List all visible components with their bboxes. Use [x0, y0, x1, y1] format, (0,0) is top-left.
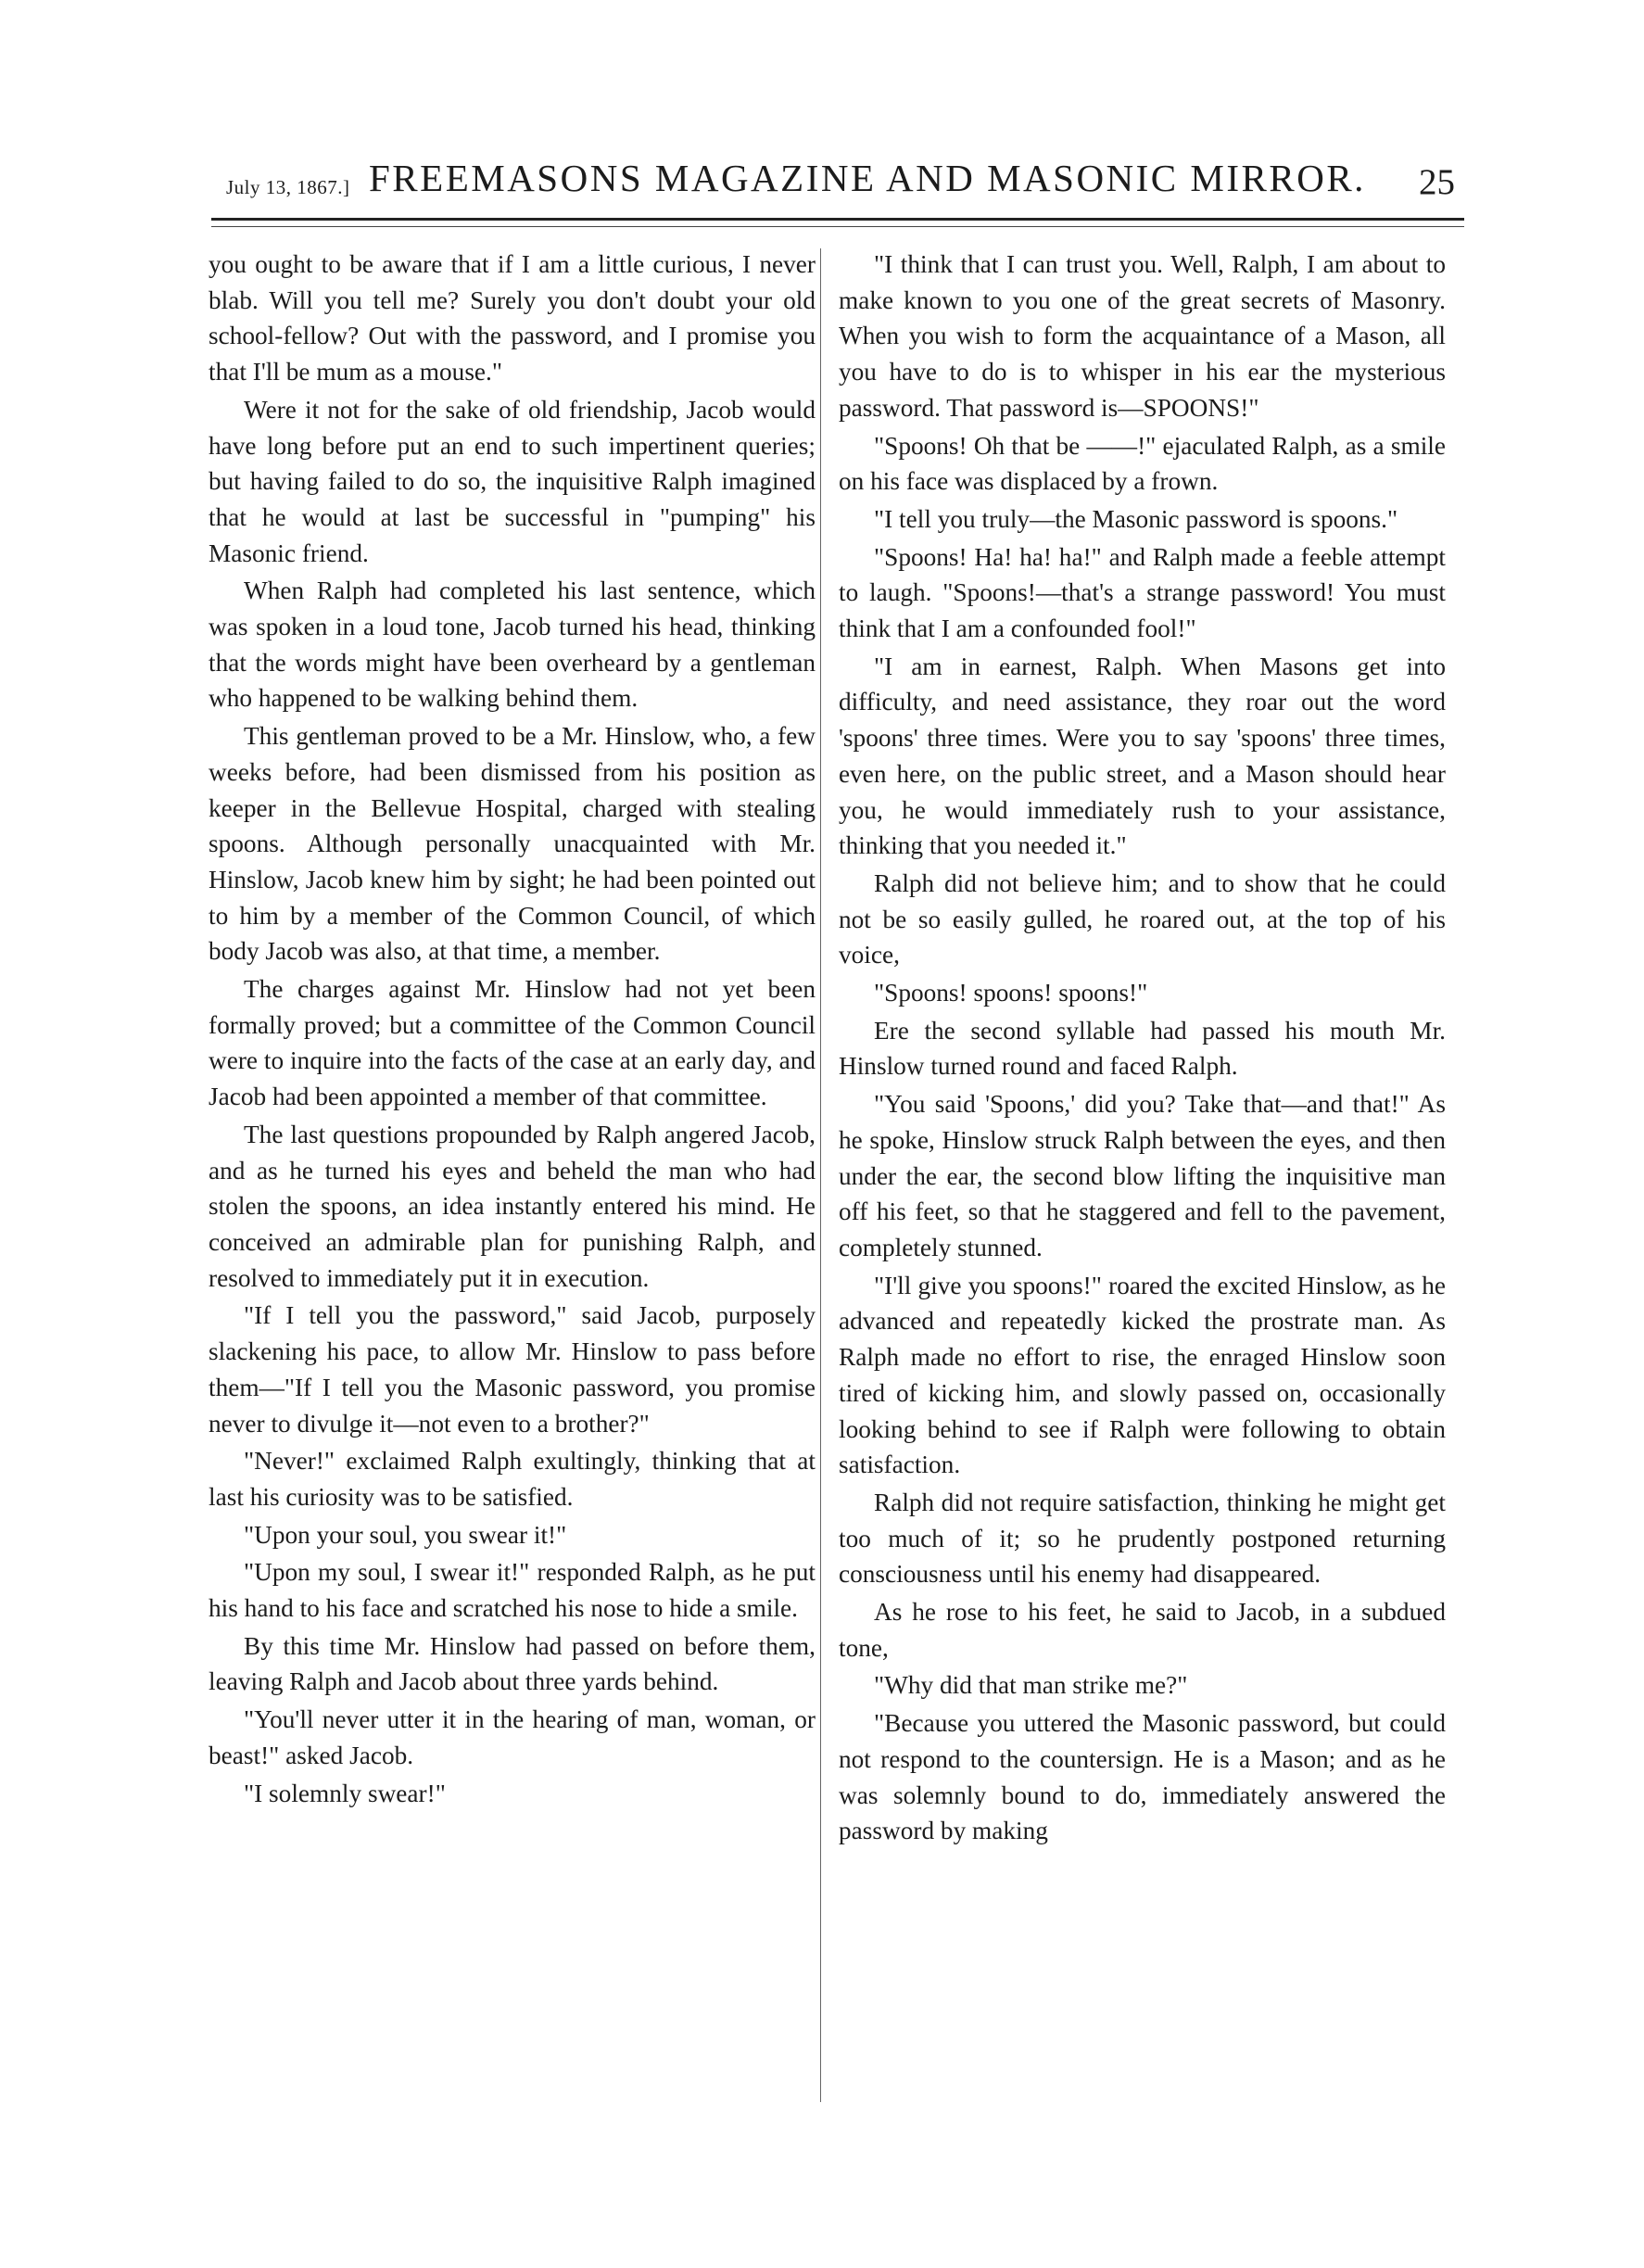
issue-date: July 13, 1867.]: [226, 176, 350, 198]
paragraph: "If I tell you the password," said Jacob, purposely slackening his pace, to allow Mr. Hinslow to pass before them—"If I tell you the Masonic password, you promise never to divulge it—not even to a brother?": [209, 1301, 816, 1438]
magazine-title: FREEMASONS MAGAZINE AND MASONIC MIRROR.: [369, 157, 1366, 199]
paragraph: "Spoons! Ha! ha! ha!" and Ralph made a feeble attempt to laugh. "Spoons!—that's a strange password! You must think that I am a confounded fool!": [839, 542, 1446, 643]
paragraph: Ralph did not believe him; and to show that he could not be so easily gulled, he roared out, at the top of his voice,: [839, 868, 1446, 969]
paragraph: "Spoons! Oh that be ——!" ejaculated Ralph, as a smile on his face was displaced by a frown.: [839, 431, 1446, 496]
right-column: [839, 247, 1446, 1849]
left-column: [209, 247, 816, 1811]
paragraph: Were it not for the sake of old friendship, Jacob would have long before put an end to such impertinent queries; but having failed to do so, the inquisitive Ralph imagined that he would at last be successful in "pumping" his Masonic friend.: [209, 395, 816, 567]
paragraph: This gentleman proved to be a Mr. Hinslow, who, a few weeks before, had been dismissed from his position as keeper in the Bellevue Hospital, charged with stealing spoons. Although personally unacquainted with Mr. Hinslow, Jacob knew him by sight; he had been pointed out to him by a member of the Common Council, of which body Jacob was also, at that time, a member.: [209, 722, 816, 966]
paragraph: Ere the second syllable had passed his mouth Mr. Hinslow turned round and faced Ralph.: [839, 1016, 1446, 1081]
paragraph: By this time Mr. Hinslow had passed on before them, leaving Ralph and Jacob about three yards behind.: [209, 1631, 816, 1696]
paragraph: "Spoons! spoons! spoons!": [874, 979, 1148, 1007]
paragraph: "You said 'Spoons,' did you? Take that—and that!" As he spoke, Hinslow struck Ralph between the eyes, and then under the ear, the second blow lifting the inquisitive man off his feet, so that he staggered and fell to the pavement, completely stunned.: [839, 1090, 1446, 1261]
header-rule-thin: [211, 226, 1464, 227]
paragraph: "Because you uttered the Masonic password, but could not respond to the countersign. He is a Mason; and as he was solemnly bound to do, immediately answered the password by making: [839, 1709, 1446, 1845]
column-divider: [820, 248, 821, 2102]
paragraph: Ralph did not require satisfaction, thinking he might get too much of it; so he prudently postponed returning consciousness until his enemy had disappeared.: [839, 1488, 1446, 1589]
paragraph: "I think that I can trust you. Well, Ralph, I am about to make known to you one of the great secrets of Masonry. When you wish to form the acquaintance of a Mason, all you have to do is to whisper in his ear the mysterious password. That password is—SPOONS!": [839, 250, 1446, 422]
paragraph: "I tell you truly—the Masonic password is spoons.": [874, 504, 1398, 533]
paragraph: The last questions propounded by Ralph angered Jacob, and as he turned his eyes and beheld the man who had stolen the spoons, an idea instantly entered his mind. He conceived an admirable plan for punishing Ralph, and resolved to immediately put it in execution.: [209, 1120, 816, 1292]
paragraph: "I'll give you spoons!" roared the excited Hinslow, as he advanced and repeatedly kicked the prostrate man. As Ralph made no effort to rise, the enraged Hinslow soon tired of kicking him, and slowly passed on, occasionally looking behind to see if Ralph were following to obtain satisfaction.: [839, 1271, 1446, 1479]
paragraph: When Ralph had completed his last sentence, which was spoken in a loud tone, Jacob turned his head, thinking that the words might have been overheard by a gentleman who happened to be walking behind them.: [209, 577, 816, 713]
paragraph: "Never!" exclaimed Ralph exultingly, thinking that at last his curiosity was to be satisfied.: [209, 1447, 816, 1511]
paragraph: "Upon your soul, you swear it!": [244, 1520, 567, 1549]
paragraph: As he rose to his feet, he said to Jacob, in a subdued tone,: [839, 1598, 1446, 1662]
paragraph: "You'll never utter it in the hearing of man, woman, or beast!" asked Jacob.: [209, 1705, 816, 1769]
header-rule: [211, 218, 1464, 221]
paragraph: "I am in earnest, Ralph. When Masons get into difficulty, and need assistance, they roar out the word 'spoons' three times. Were you to say 'spoons' three times, even here, on the public street, and a Mason should hear you, he would immediately rush to your assistance, thinking that you needed it.": [839, 652, 1446, 860]
page-header: [211, 156, 1462, 211]
page-number: 25: [1419, 162, 1455, 202]
paragraph: "Why did that man strike me?": [874, 1671, 1188, 1700]
paragraph: you ought to be aware that if I am a little curious, I never blab. Will you tell me? Surely you don't doubt your old school-fellow? Out with the password, and I promise you that I'll be mum as a mouse.": [209, 250, 816, 386]
paragraph: "Upon my soul, I swear it!" responded Ralph, as he put his hand to his face and scratched his nose to hide a smile.: [209, 1558, 816, 1623]
paragraph: The charges against Mr. Hinslow had not yet been formally proved; but a committee of the Common Council were to inquire into the facts of the case at an early day, and Jacob had been appointed a member of that committee.: [209, 975, 816, 1111]
paragraph: "I solemnly swear!": [244, 1779, 446, 1807]
